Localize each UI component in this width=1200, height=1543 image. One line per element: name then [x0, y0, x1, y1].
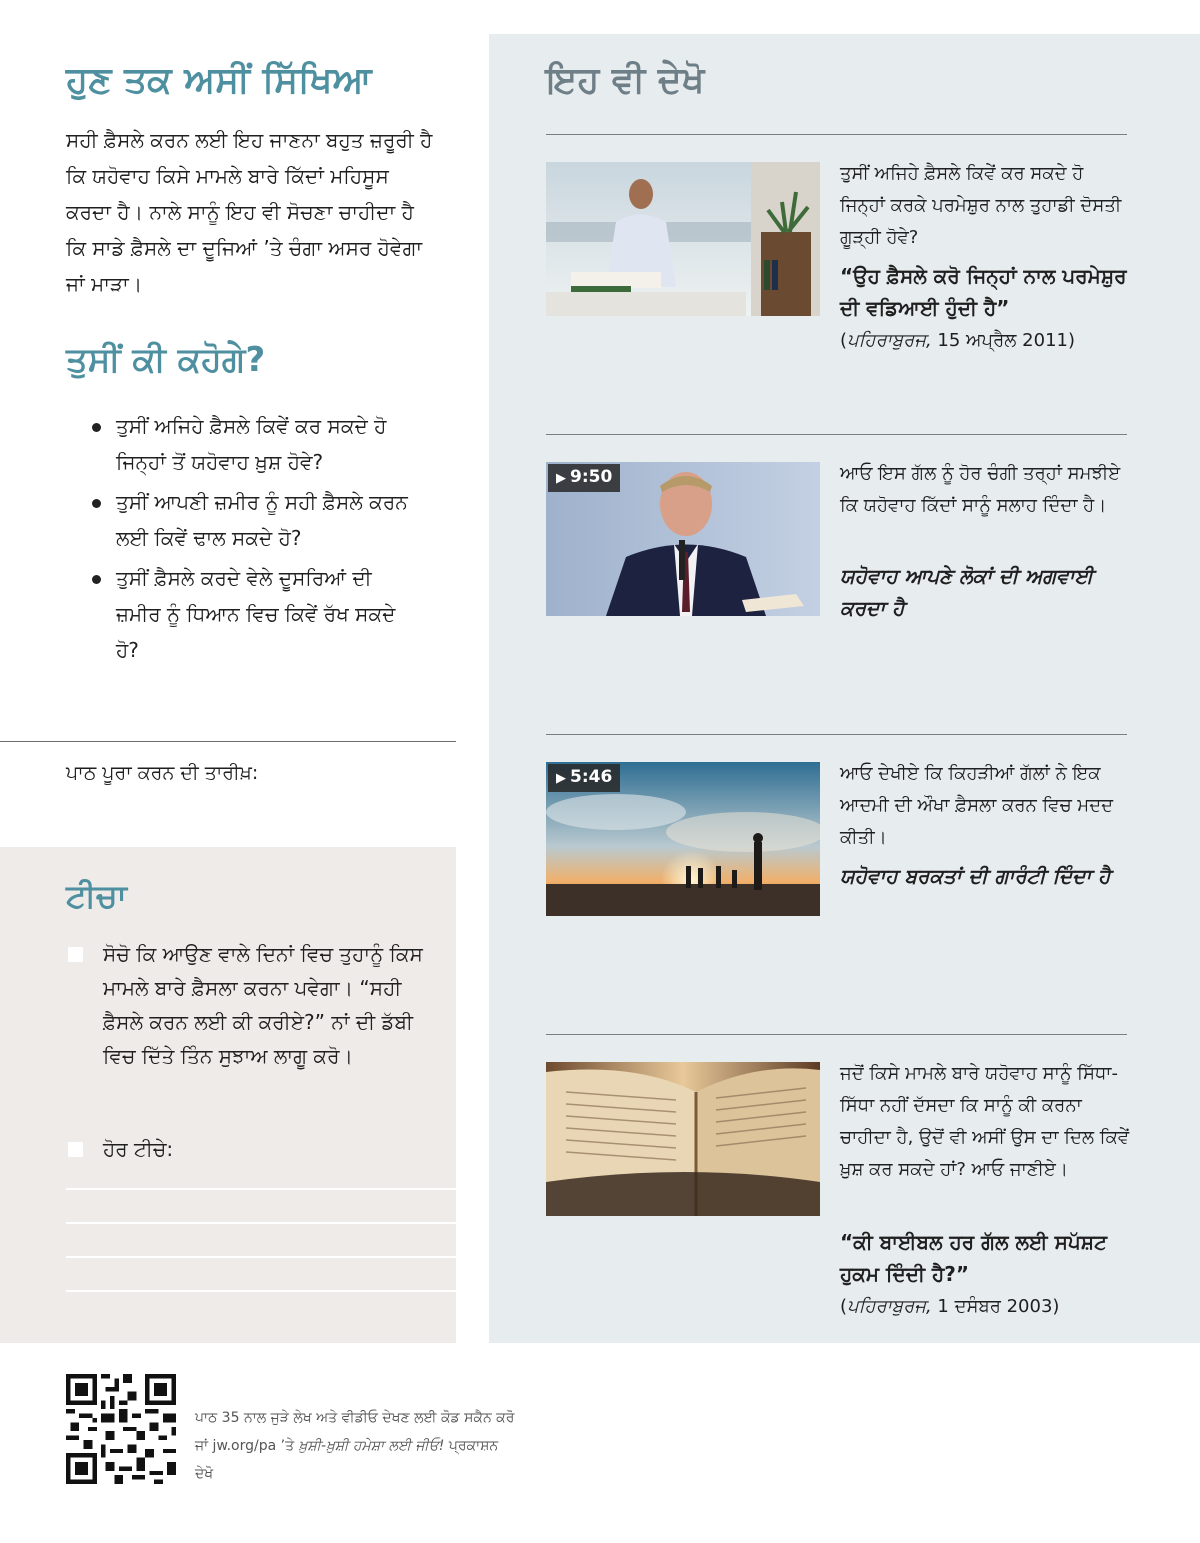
article-thumbnail-bible[interactable]	[546, 1062, 820, 1216]
video-duration-badge: ▶ 5:46	[548, 764, 620, 792]
footer-note: ਪਾਠ 35 ਨਾਲ ਜੁੜੇ ਲੇਖ ਅਤੇ ਵੀਡੀਓ ਦੇਖਣ ਲਈ ਕੋਡ ਸਕੈਨ ਕਰੋ ਜਾਂ jw.org/pa ’ਤੇ ਖ਼ੁਸ਼ੀ-ਖ਼ੁਸ਼ੀ ਹਮੇਸ਼ਾ ਲਈ ਜੀਓ! ਪ੍ਰਕਾਸ਼ਨ ਦੇਖੋ	[195, 1410, 515, 1482]
bullet-icon	[92, 575, 101, 584]
divider	[0, 741, 456, 742]
write-line[interactable]	[66, 1256, 456, 1258]
write-line[interactable]	[66, 1188, 456, 1190]
article-link-title[interactable]: “ਕੀ ਬਾਈਬਲ ਹਰ ਗੱਲ ਲਈ ਸਪੱਸ਼ਟ ਹੁਕਮ ਦਿੰਦੀ ਹੈ?”	[840, 1230, 1107, 1286]
bullet-icon	[92, 423, 101, 432]
article-citation: (ਪਹਿਰਾਬੁਰਜ, 15 ਅਪ੍ਰੈਲ 2011)	[840, 330, 1075, 351]
discussion-questions	[90, 408, 420, 672]
article-link-title[interactable]: “ਉਹ ਫ਼ੈਸਲੇ ਕਰੋ ਜਿਨ੍ਹਾਂ ਨਾਲ ਪਰਮੇਸ਼ੁਰ ਦੀ ਵਡਿਆਈ ਹੁੰਦੀ ਹੈ”	[840, 264, 1127, 320]
video-duration-badge: ▶ 9:50	[548, 464, 620, 492]
article-thumbnail-study[interactable]	[546, 162, 820, 316]
learned-summary: ਸਹੀ ਫ਼ੈਸਲੇ ਕਰਨ ਲਈ ਇਹ ਜਾਣਨਾ ਬਹੁਤ ਜ਼ਰੂਰੀ ਹੈ ਕਿ ਯਹੋਵਾਹ ਕਿਸੇ ਮਾਮਲੇ ਬਾਰੇ ਕਿੱਦਾਂ ਮਹਿਸੂਸ ਕਰਦਾ ਹੈ। ਨਾਲੇ ਸਾਨੂੰ ਇਹ ਵੀ ਸੋਚਣਾ ਚਾਹੀਦਾ ਹੈ ਕਿ ਸਾਡੇ ਫ਼ੈਸਲੇ ਦਾ ਦੂਜਿਆਂ ’ਤੇ ਚੰਗਾ ਅਸਰ ਹੋਵੇਗਾ ਜਾਂ ਮਾੜਾ।	[66, 128, 433, 296]
article-citation: (ਪਹਿਰਾਬੁਰਜ, 1 ਦਸੰਬਰ 2003)	[840, 1296, 1060, 1317]
goal-heading: ਟੀਚਾ	[66, 877, 127, 915]
play-icon: ▶	[556, 471, 566, 486]
publication-name: ਪਹਿਰਾਬੁਰਜ,	[847, 330, 932, 351]
publication-date: 15 ਅਪ੍ਰੈਲ 2011)	[931, 330, 1075, 351]
see-also-heading: ਇਹ ਵੀ ਦੇਖੋ	[546, 60, 705, 101]
completion-date-label: ਪਾਠ ਪੂਰਾ ਕਰਨ ਦੀ ਤਾਰੀਖ਼:	[66, 762, 259, 784]
entry-description: ਆਓ ਇਸ ਗੱਲ ਨੂੰ ਹੋਰ ਚੰਗੀ ਤਰ੍ਹਾਂ ਸਮਝੀਏ ਕਿ ਯਹੋਵਾਹ ਕਿੱਦਾਂ ਸਾਨੂੰ ਸਲਾਹ ਦਿੰਦਾ ਹੈ।	[840, 463, 1121, 516]
write-line[interactable]	[66, 1222, 456, 1224]
video-link-title[interactable]: ਯਹੋਵਾਹ ਆਪਣੇ ਲੋਕਾਂ ਦੀ ਅਗਵਾਈ ਕਰਦਾ ਹੈ	[840, 564, 1094, 620]
publication-date: 1 ਦਸੰਬਰ 2003)	[931, 1296, 1060, 1317]
entry-description: ਜਦੋਂ ਕਿਸੇ ਮਾਮਲੇ ਬਾਰੇ ਯਹੋਵਾਹ ਸਾਨੂੰ ਸਿੱਧਾ-ਸਿੱਧਾ ਨਹੀਂ ਦੱਸਦਾ ਕਿ ਸਾਨੂੰ ਕੀ ਕਰਨਾ ਚਾਹੀਦਾ ਹੈ, ਉਦੋਂ ਵੀ ਅਸੀਂ ਉਸ ਦਾ ਦਿਲ ਕਿਵੇਂ ਖ਼ੁਸ਼ ਕਰ ਸਕਦੇ ਹਾਂ? ਆਓ ਜਾਣੀਏ।	[840, 1063, 1130, 1180]
video-thumbnail-sunset[interactable]	[546, 762, 820, 916]
publication-name: ਪਹਿਰਾਬੁਰਜ,	[847, 1296, 932, 1317]
goal-checkbox[interactable]	[68, 947, 83, 962]
entry-description: ਤੁਸੀਂ ਅਜਿਹੇ ਫ਼ੈਸਲੇ ਕਿਵੇਂ ਕਰ ਸਕਦੇ ਹੋ ਜਿਨ੍ਹਾਂ ਕਰਕੇ ਪਰਮੇਸ਼ੁਰ ਨਾਲ ਤੁਹਾਡੀ ਦੋਸਤੀ ਗੂੜ੍ਹੀ ਹੋਵੇ?	[840, 163, 1122, 248]
divider	[546, 134, 1127, 135]
qr-code[interactable]	[66, 1374, 176, 1484]
learned-heading: ਹੁਣ ਤਕ ਅਸੀਂ ਸਿੱਖਿਆ	[66, 60, 372, 101]
goal-checkbox[interactable]	[68, 1142, 83, 1157]
write-line[interactable]	[66, 1290, 456, 1292]
question-item: ਤੁਸੀਂ ਅਜਿਹੇ ਫ਼ੈਸਲੇ ਕਿਵੇਂ ਕਰ ਸਕਦੇ ਹੋ ਜਿਨ੍ਹਾਂ ਤੋਂ ਯਹੋਵਾਹ ਖ਼ੁਸ਼ ਹੋਵੇ?	[90, 408, 420, 480]
goal-item-other: ਹੋਰ ਟੀਚੇ:	[66, 1132, 436, 1166]
play-icon: ▶	[556, 771, 566, 786]
entry-description: ਆਓ ਦੇਖੀਏ ਕਿ ਕਿਹੜੀਆਂ ਗੱਲਾਂ ਨੇ ਇਕ ਆਦਮੀ ਦੀ ਔਖਾ ਫ਼ੈਸਲਾ ਕਰਨ ਵਿਚ ਮਦਦ ਕੀਤੀ।	[840, 763, 1114, 848]
divider	[546, 434, 1127, 435]
divider	[546, 734, 1127, 735]
bullet-icon	[92, 499, 101, 508]
divider	[546, 1034, 1127, 1035]
question-item: ਤੁਸੀਂ ਆਪਣੀ ਜ਼ਮੀਰ ਨੂੰ ਸਹੀ ਫ਼ੈਸਲੇ ਕਰਨ ਲਈ ਕਿਵੇਂ ਢਾਲ ਸਕਦੇ ਹੋ?	[90, 484, 420, 556]
publication-name: ਖ਼ੁਸ਼ੀ-ਖ਼ੁਸ਼ੀ ਹਮੇਸ਼ਾ ਲਈ ਜੀਓ!	[298, 1438, 445, 1454]
discussion-heading: ਤੁਸੀਂ ਕੀ ਕਹੋਗੇ?	[66, 340, 266, 380]
goal-item: ਸੋਚੋ ਕਿ ਆਉਣ ਵਾਲੇ ਦਿਨਾਂ ਵਿਚ ਤੁਹਾਨੂੰ ਕਿਸ ਮਾਮਲੇ ਬਾਰੇ ਫ਼ੈਸਲਾ ਕਰਨਾ ਪਵੇਗਾ। “ਸਹੀ ਫ਼ੈਸਲੇ ਕਰਨ ਲਈ ਕੀ ਕਰੀਏ?” ਨਾਂ ਦੀ ਡੱਬੀ ਵਿਚ ਦਿੱਤੇ ਤਿੰਨ ਸੁਝਾਅ ਲਾਗੂ ਕਰੋ।	[66, 937, 436, 1073]
question-item: ਤੁਸੀਂ ਫ਼ੈਸਲੇ ਕਰਦੇ ਵੇਲੇ ਦੂਸਰਿਆਂ ਦੀ ਜ਼ਮੀਰ ਨੂੰ ਧਿਆਨ ਵਿਚ ਕਿਵੇਂ ਰੱਖ ਸਕਦੇ ਹੋ?	[90, 560, 420, 668]
video-thumbnail-speaker[interactable]	[546, 462, 820, 616]
open-bible-image	[546, 1062, 820, 1216]
video-link-title[interactable]: ਯਹੋਵਾਹ ਬਰਕਤਾਂ ਦੀ ਗਾਰੰਟੀ ਦਿੰਦਾ ਹੈ	[840, 864, 1111, 888]
man-studying-image	[546, 162, 820, 316]
goal-panel	[0, 847, 456, 1343]
